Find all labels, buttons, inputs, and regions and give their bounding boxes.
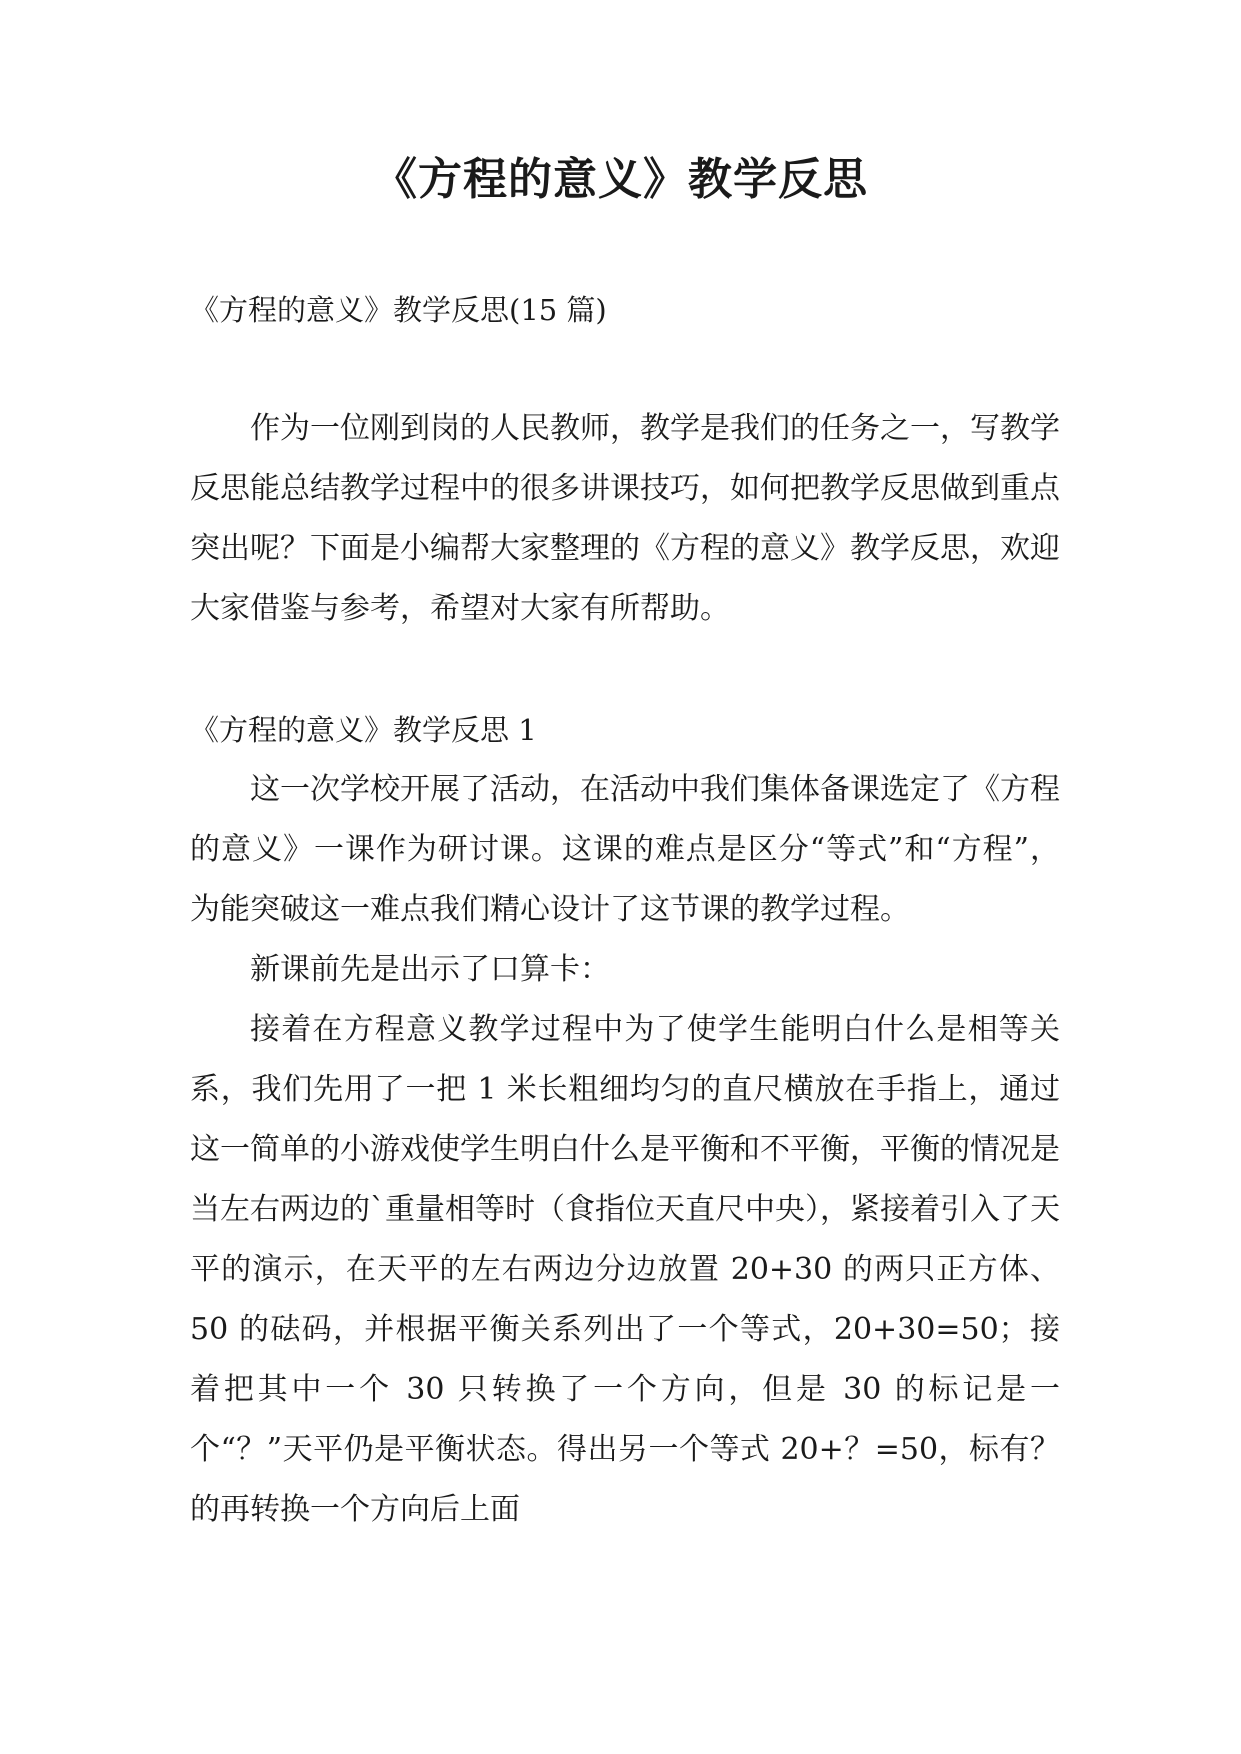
section-1 [190,700,1060,1540]
section-heading: 《方程的意义》教学反思 1 [190,713,537,747]
intro-paragraph: 作为一位刚到岗的人民教师，教学是我们的任务之一，写教学反思能总结教学过程中的很多讲课技巧，如何把教学反思做到重点突出呢？下面是小编帮大家整理的《方程的意义》教学反思，欢迎大家借鉴与参考，希望对大家有所帮助。 [190,411,1060,626]
intro-block [190,399,1060,639]
body-paragraph: 这一次学校开展了活动，在活动中我们集体备课选定了《方程的意义》一课作为研讨课。这课的难点是区分“等式”和“方程”，为能突破这一难点我们精心设计了这节课的教学过程。 [190,772,1060,927]
body-paragraph: 新课前先是出示了口算卡： [250,952,610,987]
document-subtitle: 《方程的意义》教学反思(15 篇) [190,293,607,327]
body-paragraph: 接着在方程意义教学过程中为了使学生能明白什么是相等关系，我们先用了一把 1 米长粗细均匀的直尺横放在手指上，通过这一简单的小游戏使学生明白什么是平衡和不平衡，平衡的情况是当左右两边的`重量相等时（食指位天直尺中央），紧接着引入了天平的演示，在天平的左右两边分边放置 20+30 的两只正方体、50 的砝码，并根据平衡关系列出了一个等式，20+30=50；接着把其中一个 30 只转换了一个方向，但是 30 的标记是一个“？”天平仍是平衡状态。得出另一个等式 20+？=50，标有？的再转换一个方向后上面 [190,1012,1060,1527]
document-title: 《方程的意义》教学反思 [373,154,868,205]
